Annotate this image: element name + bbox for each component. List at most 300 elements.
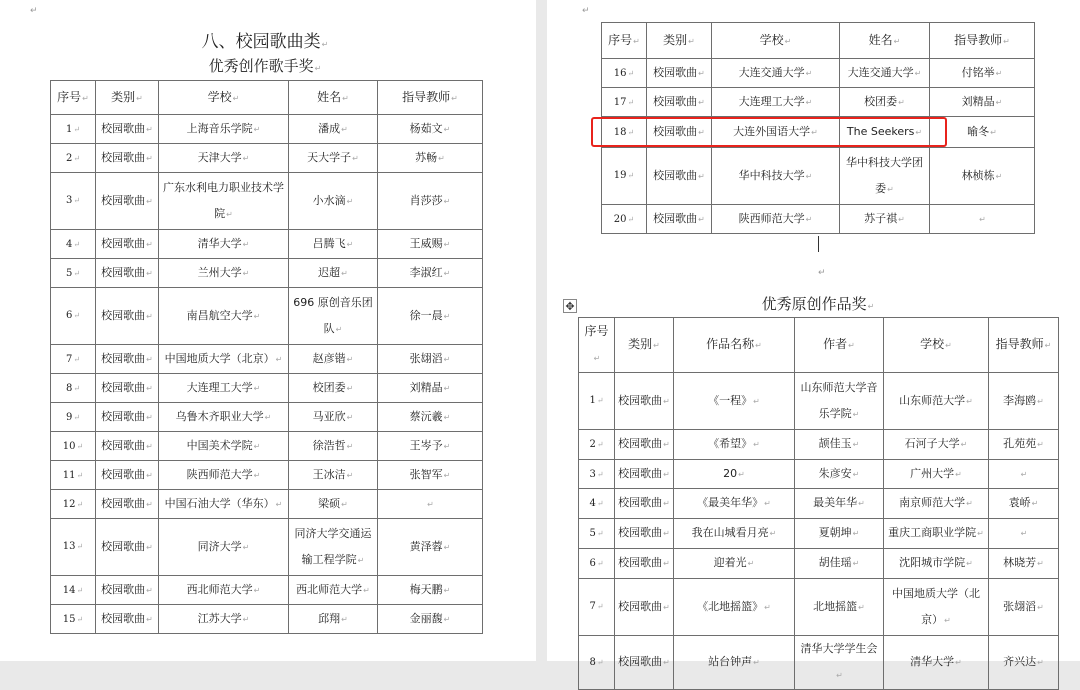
table-row[interactable] — [579, 430, 1059, 460]
cell-text: 江苏大学 ↵ — [198, 612, 250, 625]
cell-text: 华中科技大学团委 ↵ — [846, 156, 923, 195]
cell-row-number[interactable] — [51, 461, 96, 490]
cell-category[interactable] — [96, 144, 159, 173]
cell-text: 吕腾飞 ↵ — [313, 237, 354, 250]
cell-text: 中国石油大学（华东） ↵ — [165, 497, 283, 510]
paragraph-mark: ↵ — [582, 6, 590, 16]
cell-text: 沈阳城市学院 ↵ — [899, 556, 973, 569]
cell-advisor[interactable] — [378, 432, 483, 461]
cell-text — [1020, 526, 1028, 539]
table-row[interactable] — [51, 259, 483, 288]
cell-category[interactable] — [96, 519, 159, 576]
cell-advisor[interactable] — [989, 373, 1059, 430]
cell-category[interactable] — [96, 259, 159, 288]
cell-category[interactable] — [96, 490, 159, 519]
cell-text: 陕西师范大学 ↵ — [739, 212, 813, 225]
cell-category[interactable] — [615, 519, 674, 549]
cell-text: 刘精晶 ↵ — [410, 381, 451, 394]
cell-text: 校园歌曲 ↵ — [618, 600, 670, 613]
cell-row-number[interactable] — [579, 549, 615, 579]
cell-advisor[interactable] — [378, 144, 483, 173]
cell-row-number[interactable] — [51, 144, 96, 173]
cell-text: 西北师范大学 ↵ — [296, 583, 370, 596]
cell-school[interactable] — [159, 605, 289, 634]
cell-category[interactable] — [96, 345, 159, 374]
cell-text: 校园歌曲 ↵ — [101, 122, 153, 135]
cell-advisor[interactable] — [989, 579, 1059, 636]
cell-work-title[interactable] — [674, 579, 795, 636]
cell-text: 16 ↵ — [614, 68, 634, 79]
cell-text: 山东师范大学音乐学院 ↵ — [801, 381, 878, 420]
cell-school[interactable] — [884, 430, 989, 460]
cell-category[interactable] — [96, 605, 159, 634]
cell-school[interactable] — [884, 519, 989, 549]
cell-text: 南昌航空大学 ↵ — [187, 309, 261, 322]
cell-text: 小水滴 ↵ — [313, 194, 354, 207]
cell-advisor[interactable] — [378, 374, 483, 403]
cell-category[interactable] — [615, 489, 674, 519]
cell-text: 校园歌曲 ↵ — [101, 151, 153, 164]
cell-category[interactable] — [647, 88, 712, 117]
cell-advisor[interactable] — [930, 205, 1035, 234]
cell-author[interactable] — [795, 579, 884, 636]
cell-category[interactable] — [615, 430, 674, 460]
cell-row-number[interactable] — [51, 432, 96, 461]
cell-text: 4 ↵ — [66, 239, 80, 250]
cell-text: 梁硕 ↵ — [318, 497, 348, 510]
cell-school[interactable] — [159, 230, 289, 259]
cell-category[interactable] — [615, 460, 674, 489]
cell-category[interactable] — [615, 636, 674, 690]
cell-text: 校园歌曲 ↵ — [101, 309, 153, 322]
cell-text: 《一程》 ↵ — [708, 394, 760, 407]
cell-text: 齐兴达 ↵ — [1003, 655, 1044, 668]
cell-work-title[interactable] — [674, 373, 795, 430]
column-header-name — [840, 23, 930, 59]
cell-school[interactable] — [159, 288, 289, 345]
column-header-label: 作者 ↵ — [823, 337, 855, 351]
cell-category[interactable] — [96, 374, 159, 403]
cell-text: 校园歌曲 ↵ — [101, 468, 153, 481]
cell-text: 13 ↵ — [63, 541, 83, 552]
cell-text: 王冰洁 ↵ — [313, 468, 354, 481]
cell-row-number[interactable] — [51, 230, 96, 259]
cell-row-number[interactable] — [602, 59, 647, 88]
cell-category[interactable] — [647, 59, 712, 88]
cell-advisor[interactable] — [378, 115, 483, 144]
cell-school[interactable] — [159, 432, 289, 461]
award-subheading: 优秀创作歌手奖 ↵ — [50, 55, 480, 76]
paragraph-mark: ↵ — [30, 6, 38, 16]
section-heading: 八、校园歌曲类 ↵ — [50, 27, 480, 52]
text-cursor — [818, 236, 819, 252]
cell-text: 校园歌曲 ↵ — [653, 95, 705, 108]
cell-text: 大连外国语大学 ↵ — [733, 125, 818, 138]
cell-text: 蔡沅羲 ↵ — [410, 410, 451, 423]
column-header-author — [795, 318, 884, 373]
cell-school[interactable] — [159, 374, 289, 403]
cell-text: 乌鲁木齐职业大学 ↵ — [176, 410, 272, 423]
cell-advisor[interactable] — [989, 489, 1059, 519]
cell-text: 校园歌曲 ↵ — [618, 526, 670, 539]
column-header-label: 作品名称 ↵ — [706, 337, 762, 351]
cell-row-number[interactable] — [51, 605, 96, 634]
cell-author[interactable] — [795, 519, 884, 549]
cell-advisor[interactable] — [378, 576, 483, 605]
cell-category[interactable] — [96, 432, 159, 461]
cell-text: 肖莎莎 ↵ — [410, 194, 451, 207]
cell-school[interactable] — [159, 173, 289, 230]
column-header-category — [647, 23, 712, 59]
cell-advisor[interactable] — [930, 148, 1035, 205]
cell-author[interactable] — [795, 489, 884, 519]
cell-text: 林晓芳 ↵ — [1003, 556, 1044, 569]
cell-advisor[interactable] — [378, 288, 483, 345]
cell-text: 8 ↵ — [589, 657, 603, 668]
cell-row-number[interactable] — [579, 489, 615, 519]
table-row[interactable] — [51, 519, 483, 576]
cell-work-title[interactable] — [674, 549, 795, 579]
cell-school[interactable] — [884, 460, 989, 489]
cell-school[interactable] — [712, 205, 840, 234]
table-row[interactable] — [51, 115, 483, 144]
cell-category[interactable] — [96, 461, 159, 490]
table-row[interactable] — [602, 205, 1035, 234]
cell-text: 重庆工商职业学院 ↵ — [888, 526, 984, 539]
column-header-label: 指导教师 ↵ — [954, 33, 1010, 47]
table-row[interactable] — [51, 345, 483, 374]
table-row[interactable] — [51, 576, 483, 605]
cell-text: 10 ↵ — [63, 441, 83, 452]
column-header-school — [712, 23, 840, 59]
cell-text: 5 ↵ — [66, 268, 80, 279]
cell-category[interactable] — [615, 549, 674, 579]
cell-text: 1 ↵ — [66, 124, 80, 135]
cell-category[interactable] — [96, 576, 159, 605]
cell-text: 朱彦安 ↵ — [819, 467, 860, 480]
cell-text: 校园歌曲 ↵ — [653, 212, 705, 225]
cell-name[interactable] — [289, 173, 378, 230]
cell-text: 北地摇篮 ↵ — [813, 600, 865, 613]
cell-row-number[interactable] — [51, 259, 96, 288]
cell-school[interactable] — [884, 373, 989, 430]
cell-text: 黄泽蓉 ↵ — [410, 540, 451, 553]
cell-school[interactable] — [712, 148, 840, 205]
cell-text: 校园歌曲 ↵ — [101, 237, 153, 250]
cell-school[interactable] — [159, 519, 289, 576]
cell-school[interactable] — [884, 636, 989, 690]
cell-text: 李海鸥 ↵ — [1003, 394, 1044, 407]
cell-school[interactable] — [159, 144, 289, 173]
column-header-label: 指导教师 ↵ — [996, 337, 1052, 351]
cell-text: 校园歌曲 ↵ — [653, 125, 705, 138]
cell-name[interactable] — [289, 519, 378, 576]
cell-school[interactable] — [159, 403, 289, 432]
cell-row-number[interactable] — [51, 345, 96, 374]
cell-text: 徐浩哲 ↵ — [313, 439, 354, 452]
cell-text: 校园歌曲 ↵ — [653, 66, 705, 79]
cell-school[interactable] — [712, 59, 840, 88]
cell-text — [978, 212, 986, 225]
cell-author[interactable] — [795, 636, 884, 690]
cell-name[interactable] — [289, 230, 378, 259]
cell-advisor[interactable] — [989, 430, 1059, 460]
cell-name[interactable] — [289, 345, 378, 374]
cell-work-title[interactable] — [674, 430, 795, 460]
cell-author[interactable] — [795, 460, 884, 489]
column-header-advisor — [378, 81, 483, 115]
cell-school[interactable] — [712, 88, 840, 117]
cell-text: 2 ↵ — [66, 153, 80, 164]
cell-row-number[interactable] — [579, 430, 615, 460]
cell-text: 8 ↵ — [66, 383, 80, 394]
table-row[interactable] — [602, 148, 1035, 205]
cell-text: 石河子大学 ↵ — [905, 437, 968, 450]
cell-advisor[interactable] — [378, 345, 483, 374]
cell-category[interactable] — [615, 579, 674, 636]
cell-text: 1 ↵ — [589, 395, 603, 406]
cell-row-number[interactable] — [51, 576, 96, 605]
cell-row-number[interactable] — [579, 519, 615, 549]
cell-text: 校园歌曲 ↵ — [101, 266, 153, 279]
award-subheading-original-works: 优秀原创作品奖 ↵ — [578, 293, 1058, 314]
table-row[interactable] — [51, 461, 483, 490]
column-header-label: 学校 ↵ — [208, 90, 240, 104]
cell-text: 付铭举 ↵ — [962, 66, 1003, 79]
cell-text: 校团委 ↵ — [864, 95, 905, 108]
table-row[interactable] — [579, 489, 1059, 519]
cell-row-number[interactable] — [602, 148, 647, 205]
cell-school[interactable] — [159, 259, 289, 288]
cell-name[interactable] — [289, 144, 378, 173]
cell-text: 我在山城看月亮 ↵ — [692, 526, 777, 539]
cell-advisor[interactable] — [989, 549, 1059, 579]
cell-category[interactable] — [96, 288, 159, 345]
cell-school[interactable] — [159, 490, 289, 519]
cell-text: 同济大学 ↵ — [198, 540, 250, 553]
table-row[interactable] — [579, 373, 1059, 430]
cell-text: 校团委 ↵ — [313, 381, 354, 394]
cell-text: 张智军 ↵ — [410, 468, 451, 481]
cell-row-number[interactable] — [579, 373, 615, 430]
cell-row-number[interactable] — [579, 460, 615, 489]
column-header-row-number — [579, 318, 615, 373]
cell-text: 山东师范大学 ↵ — [899, 394, 973, 407]
column-header-category — [615, 318, 674, 373]
cell-text: 7 ↵ — [589, 601, 603, 612]
cell-advisor[interactable] — [989, 519, 1059, 549]
cell-text: 站台钟声 ↵ — [708, 655, 760, 668]
paragraph-mark: ↵ — [818, 268, 826, 278]
table-row[interactable] — [579, 579, 1059, 636]
column-header-work-title — [674, 318, 795, 373]
cell-author[interactable] — [795, 549, 884, 579]
cell-advisor[interactable] — [378, 605, 483, 634]
cell-name[interactable] — [289, 115, 378, 144]
highlight-box — [591, 117, 947, 147]
cell-author[interactable] — [795, 430, 884, 460]
cell-text: 7 ↵ — [66, 354, 80, 365]
cell-text: 颉佳玉 ↵ — [819, 437, 860, 450]
cell-text: 广东水利电力职业技术学院 ↵ — [163, 181, 284, 220]
cell-text: 校园歌曲 ↵ — [101, 194, 153, 207]
cell-text: 中国地质大学（北京） ↵ — [165, 352, 283, 365]
cell-row-number[interactable] — [579, 579, 615, 636]
cell-text: 赵彦锴 ↵ — [313, 352, 354, 365]
cell-category[interactable] — [96, 403, 159, 432]
cell-name[interactable] — [289, 461, 378, 490]
cell-advisor[interactable] — [989, 636, 1059, 690]
cell-school[interactable] — [159, 576, 289, 605]
cell-text: 上海音乐学院 ↵ — [187, 122, 261, 135]
cell-text: 校园歌曲 ↵ — [618, 556, 670, 569]
cell-text: 18 ↵ — [614, 127, 634, 138]
cell-author[interactable] — [795, 373, 884, 430]
cell-text: The Seekers ↵ — [847, 125, 922, 138]
cell-advisor[interactable] — [378, 461, 483, 490]
cell-advisor[interactable] — [930, 88, 1035, 117]
table-row[interactable] — [51, 490, 483, 519]
table-row[interactable] — [579, 549, 1059, 579]
cell-work-title[interactable] — [674, 636, 795, 690]
cell-text: 清华大学 ↵ — [198, 237, 250, 250]
table-row[interactable] — [51, 173, 483, 230]
table-row[interactable] — [602, 88, 1035, 117]
cell-text: 潘成 ↵ — [318, 122, 348, 135]
cell-text: 校园歌曲 ↵ — [653, 169, 705, 182]
cell-text — [426, 497, 434, 510]
cell-text: 《最美年华》 ↵ — [697, 496, 771, 509]
cell-work-title[interactable] — [674, 460, 795, 489]
cell-row-number[interactable] — [602, 88, 647, 117]
cell-school[interactable] — [159, 461, 289, 490]
column-header-school — [884, 318, 989, 373]
cell-school[interactable] — [884, 579, 989, 636]
cell-text: 6 ↵ — [66, 310, 80, 321]
table-row[interactable] — [51, 605, 483, 634]
cell-row-number[interactable] — [579, 636, 615, 690]
cell-name[interactable] — [289, 490, 378, 519]
cell-advisor[interactable] — [378, 173, 483, 230]
column-header-label: 姓名 ↵ — [317, 90, 349, 104]
cell-text: 20 ↵ — [614, 214, 634, 225]
singer-award-table[interactable] — [50, 80, 483, 634]
cell-text: 马亚欣 ↵ — [313, 410, 354, 423]
cell-text: 大连理工大学 ↵ — [187, 381, 261, 394]
cell-text: 12 ↵ — [63, 499, 83, 510]
cell-text: 刘精晶 ↵ — [962, 95, 1003, 108]
cell-row-number[interactable] — [51, 173, 96, 230]
cell-advisor[interactable] — [378, 403, 483, 432]
cell-row-number[interactable] — [51, 490, 96, 519]
original-works-award-table[interactable] — [578, 317, 1059, 690]
cell-advisor[interactable] — [378, 230, 483, 259]
cell-name[interactable] — [289, 403, 378, 432]
cell-text: 校园歌曲 ↵ — [101, 410, 153, 423]
cell-category[interactable] — [96, 230, 159, 259]
cell-advisor[interactable] — [378, 259, 483, 288]
cell-text: 苏子祺 ↵ — [864, 212, 905, 225]
cell-text: 李淑红 ↵ — [410, 266, 451, 279]
cell-name[interactable] — [289, 432, 378, 461]
cell-text: 兰州大学 ↵ — [198, 266, 250, 279]
cell-category[interactable] — [647, 148, 712, 205]
table-row[interactable] — [51, 288, 483, 345]
cell-text: 17 ↵ — [614, 97, 634, 108]
table-row[interactable] — [51, 144, 483, 173]
cell-text: 徐一晨 ↵ — [410, 309, 451, 322]
cell-text: 中国地质大学（北京） ↵ — [892, 587, 980, 626]
cell-advisor[interactable] — [378, 519, 483, 576]
table-row[interactable] — [51, 403, 483, 432]
cell-name[interactable] — [289, 374, 378, 403]
cell-text — [1020, 467, 1028, 480]
table-row[interactable] — [579, 519, 1059, 549]
cell-advisor[interactable] — [989, 460, 1059, 489]
table-row[interactable] — [51, 230, 483, 259]
table-move-handle-icon[interactable]: ✥ — [563, 299, 577, 313]
cell-row-number[interactable] — [51, 403, 96, 432]
table-row[interactable] — [51, 432, 483, 461]
cell-advisor[interactable] — [930, 59, 1035, 88]
cell-text: 20 ↵ — [723, 467, 745, 480]
cell-row-number[interactable] — [602, 205, 647, 234]
cell-school[interactable] — [159, 115, 289, 144]
cell-row-number[interactable] — [51, 374, 96, 403]
table-row[interactable] — [602, 59, 1035, 88]
cell-text: 金丽馥 ↵ — [410, 612, 451, 625]
cell-text: 大连理工大学 ↵ — [739, 95, 813, 108]
cell-row-number[interactable] — [51, 519, 96, 576]
cell-name[interactable] — [840, 88, 930, 117]
cell-text: 同济大学交通运输工程学院 ↵ — [295, 527, 372, 566]
cell-name[interactable] — [840, 205, 930, 234]
cell-school[interactable] — [159, 345, 289, 374]
cell-text: 《希望》 ↵ — [708, 437, 760, 450]
cell-row-number[interactable] — [51, 115, 96, 144]
cell-name[interactable] — [289, 288, 378, 345]
cell-text: 最美年华 ↵ — [813, 496, 865, 509]
cell-text: 袁峤 ↵ — [1009, 496, 1039, 509]
cell-name[interactable] — [289, 576, 378, 605]
cell-text: 校园歌曲 ↵ — [618, 496, 670, 509]
cell-text: 张翃滔 ↵ — [410, 352, 451, 365]
cell-category[interactable] — [647, 205, 712, 234]
cell-text: 5 ↵ — [589, 528, 603, 539]
cell-work-title[interactable] — [674, 489, 795, 519]
column-header-label: 学校 ↵ — [920, 337, 952, 351]
cell-text: 大连交通大学 ↵ — [848, 66, 922, 79]
cell-name[interactable] — [840, 148, 930, 205]
cell-school[interactable] — [884, 549, 989, 579]
table-row[interactable] — [51, 374, 483, 403]
cell-school[interactable] — [884, 489, 989, 519]
cell-text: 杨茹文 ↵ — [410, 122, 451, 135]
cell-name[interactable] — [289, 605, 378, 634]
cell-category[interactable] — [615, 373, 674, 430]
cell-work-title[interactable] — [674, 519, 795, 549]
cell-category[interactable] — [96, 115, 159, 144]
cell-name[interactable] — [840, 59, 930, 88]
cell-text: 华中科技大学 ↵ — [739, 169, 813, 182]
cell-row-number[interactable] — [51, 288, 96, 345]
cell-advisor[interactable] — [378, 490, 483, 519]
cell-category[interactable] — [96, 173, 159, 230]
table-row[interactable] — [579, 460, 1059, 489]
cell-text: 天大学子 ↵ — [307, 151, 359, 164]
table-row[interactable] — [579, 636, 1059, 690]
cell-name[interactable] — [289, 259, 378, 288]
